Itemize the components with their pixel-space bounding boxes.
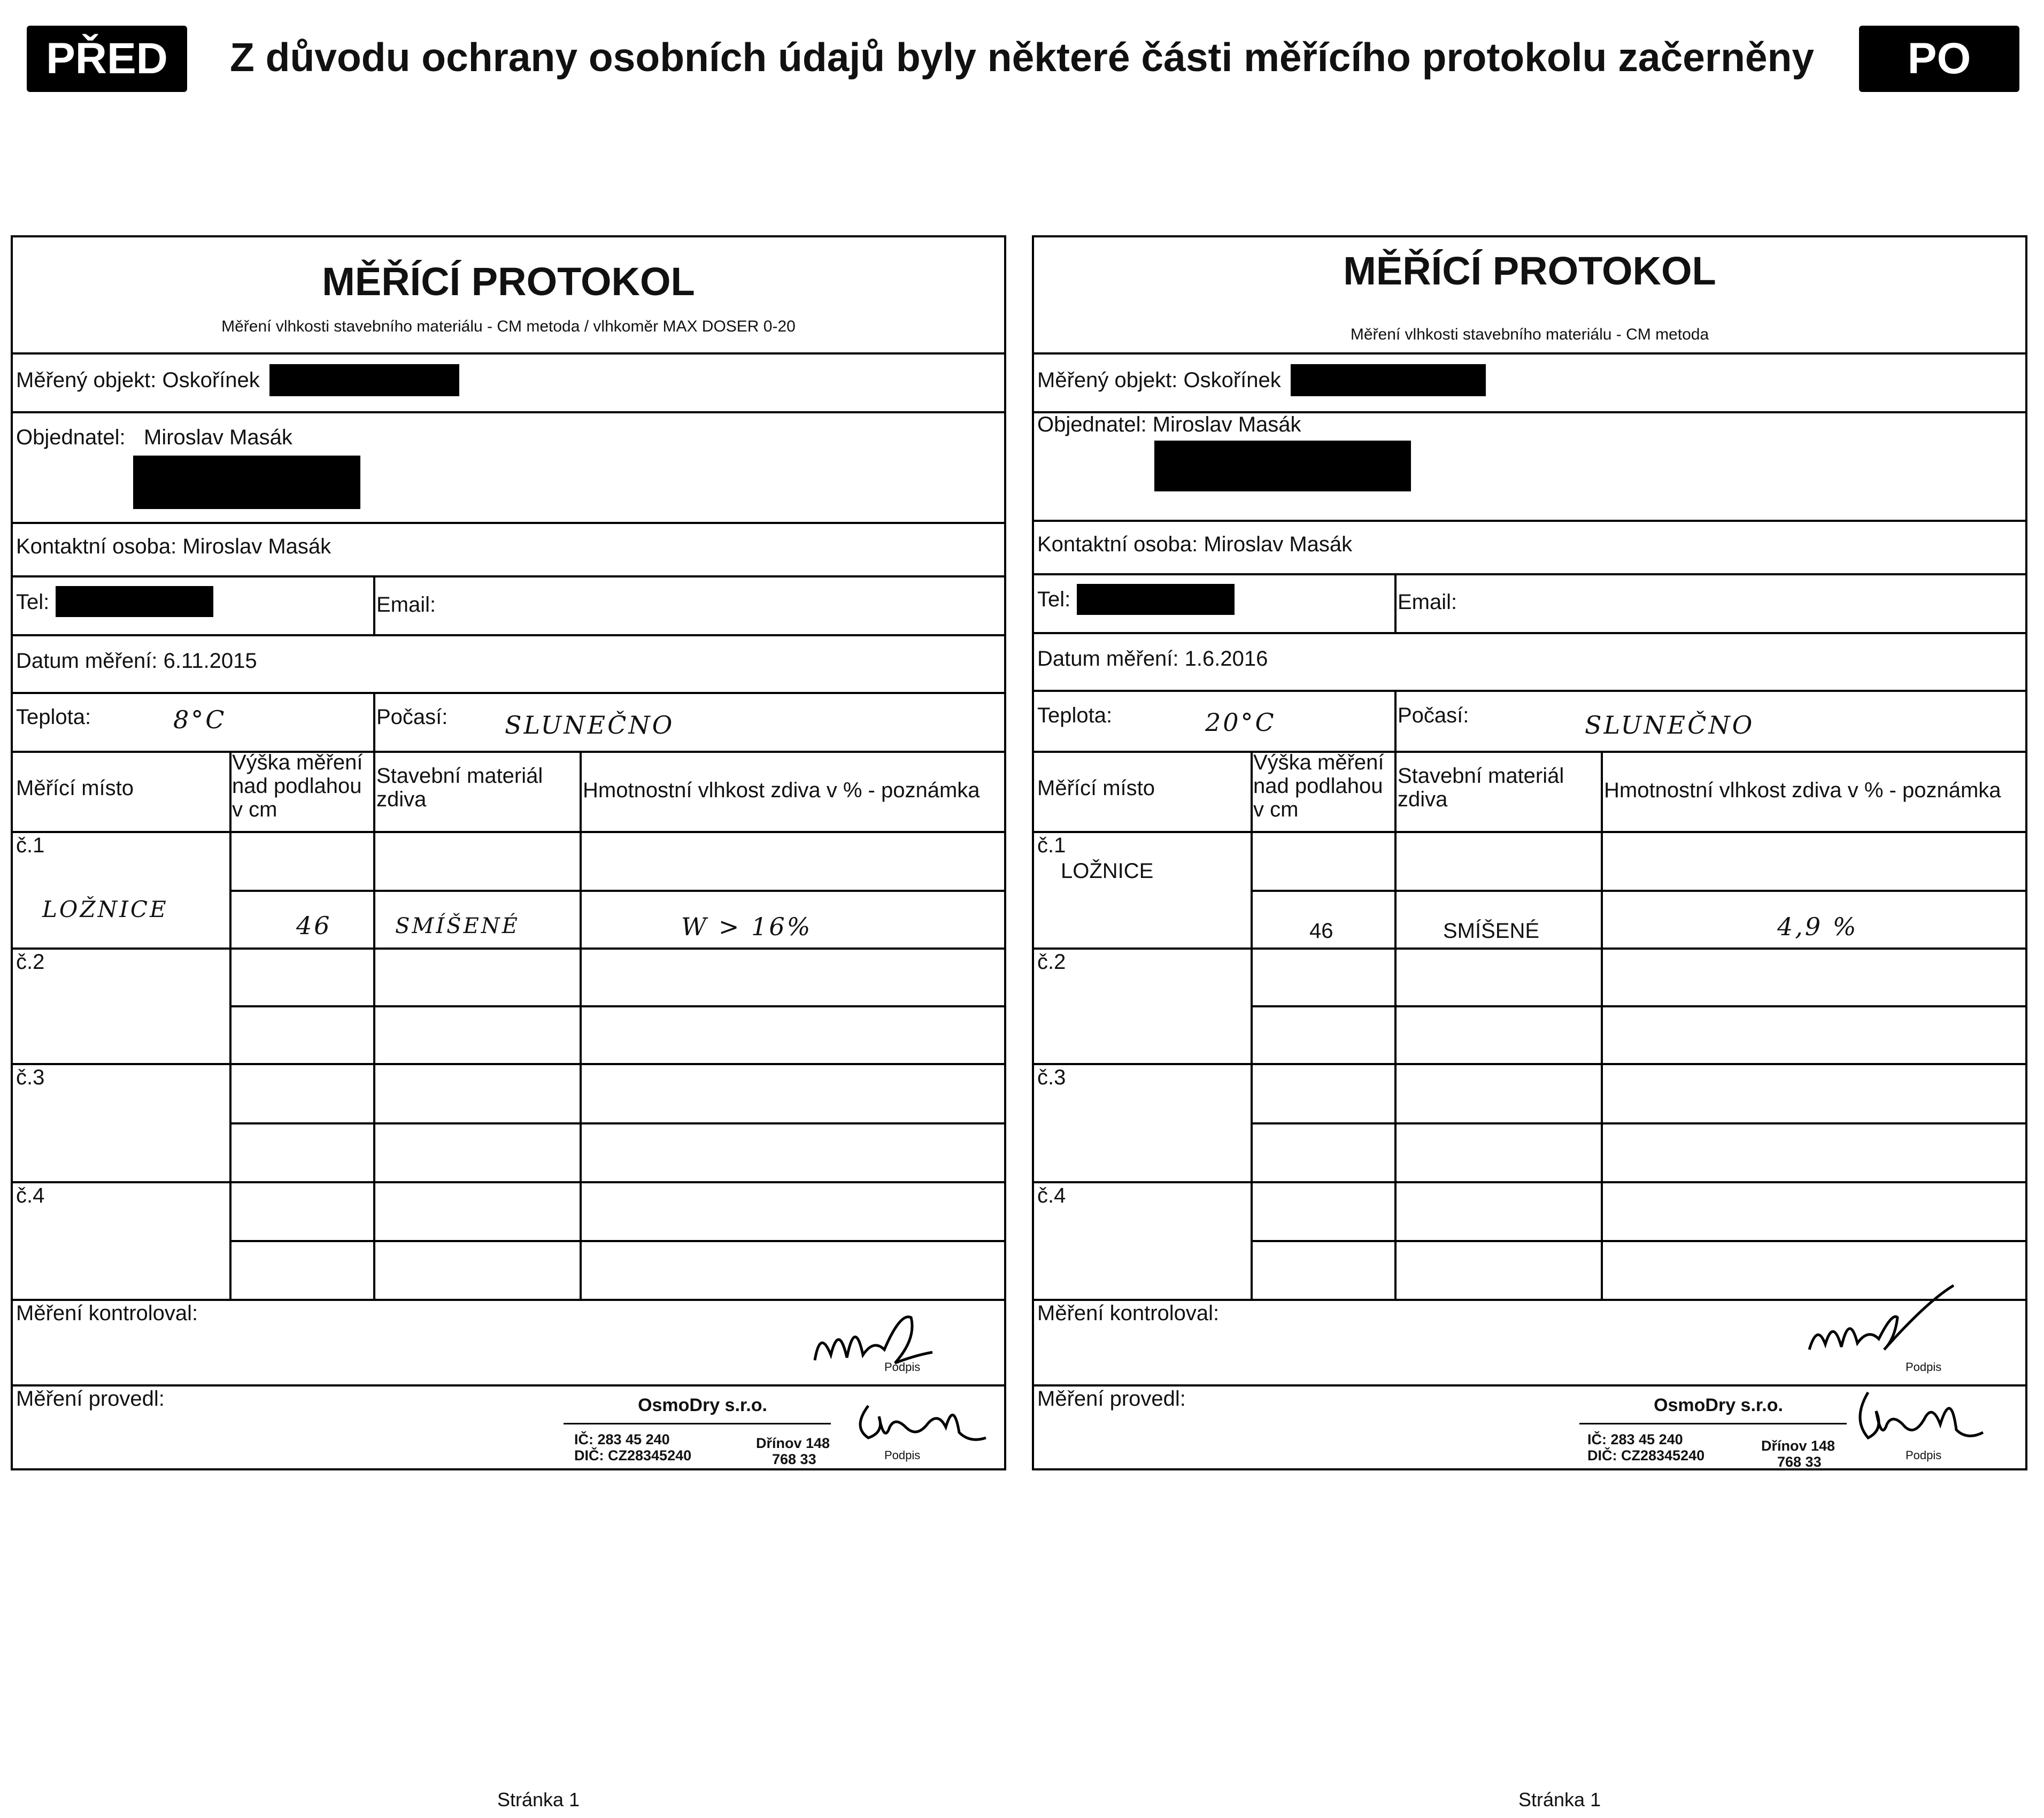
sign-label: Podpis (1906, 1360, 1942, 1374)
temp-value: 20°C (1205, 708, 1276, 737)
row-label: č.2 (1037, 950, 1066, 974)
signature-image (1847, 1387, 1986, 1451)
page-footer-after: Stránka 1 (1518, 1789, 1601, 1811)
redaction-block (1291, 364, 1486, 396)
redaction-block (1077, 584, 1235, 615)
email-label: Email: (1398, 590, 1457, 614)
row-label: č.3 (16, 1066, 45, 1089)
sign-label: Podpis (1906, 1449, 1942, 1462)
signature-image (852, 1395, 991, 1454)
temp-value: 8°C (173, 705, 227, 734)
after-badge: PO (1859, 26, 2019, 92)
col-height: Výška měření nad podlahou v cm (1253, 751, 1384, 821)
height-value: 46 (296, 911, 332, 940)
protocol-title: MĚŘÍCÍ PROTOKOL (1343, 249, 1716, 293)
protocol-before (11, 235, 1006, 1470)
protocol-subtitle: Měření vlhkosti stavebního materiálu - CM metoda (1350, 326, 1709, 343)
tel-label: Tel: (16, 590, 50, 614)
weather-value: SLUNEČNO (1585, 711, 1755, 739)
object-label: Měřený objekt: Oskořínek (1037, 368, 1281, 392)
col-moisture: Hmotnostní vlhkost zdiva v % - poznámka (583, 779, 980, 802)
row-label: č.4 (1037, 1184, 1066, 1207)
protocol-title: MĚŘÍCÍ PROTOKOL (322, 259, 695, 304)
tel-label: Tel: (1037, 588, 1071, 611)
contact-label: Kontaktní osoba: Miroslav Masák (16, 535, 331, 558)
company-stamp: OsmoDry s.r.o. IČ: 283 45 240 DIČ: CZ28345240 Dřínov 148 768 33 (1579, 1395, 1857, 1475)
object-label: Měřený objekt: Oskořínek (16, 368, 260, 392)
col-material: Stavební materiál zdiva (376, 764, 543, 811)
performed-label: Měření provedl: (16, 1387, 165, 1411)
row-label: č.1 (16, 834, 45, 857)
col-material: Stavební materiál zdiva (1398, 764, 1564, 811)
redaction-block (133, 456, 360, 509)
row-label: č.2 (16, 950, 45, 974)
col-place: Měřící místo (16, 776, 134, 800)
place-value: LOŽNICE (1061, 859, 1154, 883)
page-footer-before: Stránka 1 (497, 1789, 580, 1811)
checked-label: Měření kontroloval: (1037, 1301, 1220, 1325)
performed-label: Měření provedl: (1037, 1387, 1186, 1411)
moisture-value: W > 16% (681, 912, 813, 941)
row-label: č.1 (1037, 834, 1066, 857)
moisture-value: 4,9 % (1777, 912, 1858, 941)
sign-label: Podpis (884, 1449, 921, 1462)
checked-label: Měření kontroloval: (16, 1301, 198, 1325)
company-stamp: OsmoDry s.r.o. IČ: 283 45 240 DIČ: CZ28345240 Dřínov 148 768 33 (564, 1395, 842, 1475)
header-note: Z důvodu ochrany osobních údajů byly některé části měřícího protokolu začerněny (230, 35, 1815, 80)
redaction-block (56, 586, 213, 617)
signature-image (1804, 1280, 1964, 1360)
contact-label: Kontaktní osoba: Miroslav Masák (1037, 533, 1353, 556)
material-value: SMÍŠENÉ (395, 914, 520, 938)
email-label: Email: (376, 593, 436, 617)
client-label: Objednatel: Miroslav Masák (1037, 413, 1301, 436)
date-label: Datum měření: 6.11.2015 (16, 649, 257, 673)
sign-label: Podpis (884, 1360, 921, 1374)
material-value: SMÍŠENÉ (1443, 919, 1540, 943)
protocol-subtitle: Měření vlhkosti stavebního materiálu - CM metoda / vlhkoměr MAX DOSER 0-20 (221, 318, 796, 335)
temp-label: Teplota: (1037, 704, 1113, 727)
redaction-block (269, 364, 459, 396)
before-badge: PŘED (27, 26, 187, 92)
redaction-block (1154, 441, 1411, 491)
row-label: č.4 (16, 1184, 45, 1207)
row-label: č.3 (1037, 1066, 1066, 1089)
protocol-after (1032, 235, 2027, 1470)
temp-label: Teplota: (16, 705, 91, 729)
weather-value: SLUNEČNO (505, 711, 675, 739)
weather-label: Počasí: (1398, 704, 1469, 727)
client-value: Miroslav Masák (144, 426, 292, 449)
height-value: 46 (1309, 919, 1333, 943)
col-height: Výška měření nad podlahou v cm (232, 751, 363, 821)
col-place: Měřící místo (1037, 776, 1155, 800)
client-label: Objednatel: (16, 426, 126, 449)
place-value: LOŽNICE (42, 896, 168, 922)
col-moisture: Hmotnostní vlhkost zdiva v % - poznámka (1604, 779, 2001, 802)
weather-label: Počasí: (376, 705, 448, 729)
date-label: Datum měření: 1.6.2016 (1037, 647, 1268, 671)
